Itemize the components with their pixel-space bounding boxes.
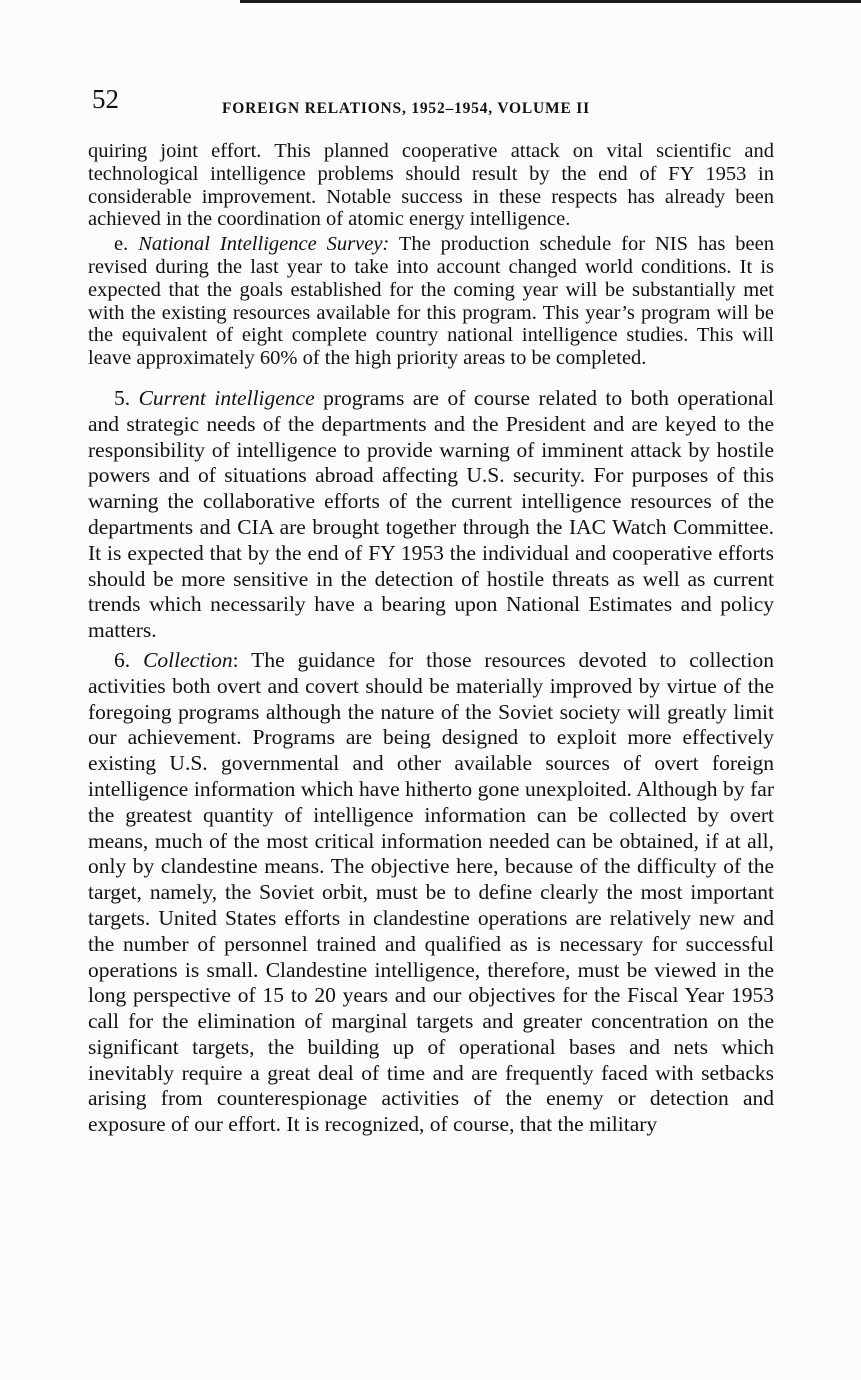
paragraph-text: quiring joint effort. This planned cooperative attack on vital scientific and technological intelligence problems should result by the end of FY 1953 in considerable improvement. Notable success in these respects has already been achieved in the coordination of atomic energy intelligence. [88,140,774,231]
paragraph-label: 5. [114,385,131,410]
paragraph-collection [88,648,774,1138]
document-body [88,140,774,1138]
paragraph-text: The production schedule for NIS has been revised during the last year to take into account changed world conditions. It is expected that the goals established for the coming year will be substantially met with the existing resources available for this program. This year’s program will be the equivalent of eight complete country national intelligence studies. This will leave approximately 60% of the high priority areas to be completed. [88,233,774,370]
paragraph-continued [88,140,774,231]
page-header [92,84,782,124]
paragraph-text: programs are of course related to both operational and strategic needs of the departments and the President and are keyed to the responsibility of intelligence to provide warning of imminent attack by hostile powers and of situations abroad affecting U.S. security. For purposes of this warning the collaborative efforts of the current intelligence resources of the departments and CIA are brought together through the IAC Watch Committee. It is expected that by the end of FY 1953 the individual and cooperative efforts should be more sensitive in the detection of hostile threats as well as current trends which necessarily have a bearing upon National Estimates and policy matters. [88,385,775,643]
paragraph-text: : The guidance for those resources devoted to collection activities both overt and covert should be materially improved by virtue of the foregoing programs although the nature of the Soviet society will greatly limit our achievement. Programs are being designed to exploit more effectively existing U.S. governmental and other available sources of overt foreign intelligence information which have hitherto gone unexploited. Although by far the greatest quantity of intelligence information can be collected by overt means, much of the most critical information needed can be obtained, if at all, only by clandestine means. The objective here, because of the difficulty of the target, namely, the Soviet orbit, must be to define clearly the most important targets. United States efforts in clandestine operations are relatively new and the number of personnel trained and qualified as is necessary for successful operations is small. Clandestine intelligence, therefore, must be viewed in the long perspective of 15 to 20 years and our objectives for the Fiscal Year 1953 call for the elimination of marginal targets and greater concentration on the significant targets, the building up of operational bases and nets which inevitably require a great deal of time and are frequently faced with setbacks arising from counterespionage activities of the enemy or detection and exposure of our effort. It is recognized, of course, that the military [88,647,774,1137]
paragraph-national-intelligence-survey [88,233,774,370]
paragraph-heading: Current intelligence [138,385,315,410]
paragraph-heading: National Intelligence Survey: [138,233,390,256]
paragraph-label: e. [114,233,129,256]
page-top-edge [240,0,861,3]
page-number: 52 [92,84,119,114]
paragraph-heading: Collection [143,647,233,672]
running-title: FOREIGN RELATIONS, 1952–1954, VOLUME II [222,100,590,117]
paragraph-current-intelligence [88,386,774,644]
paragraph-label: 6. [114,647,131,672]
